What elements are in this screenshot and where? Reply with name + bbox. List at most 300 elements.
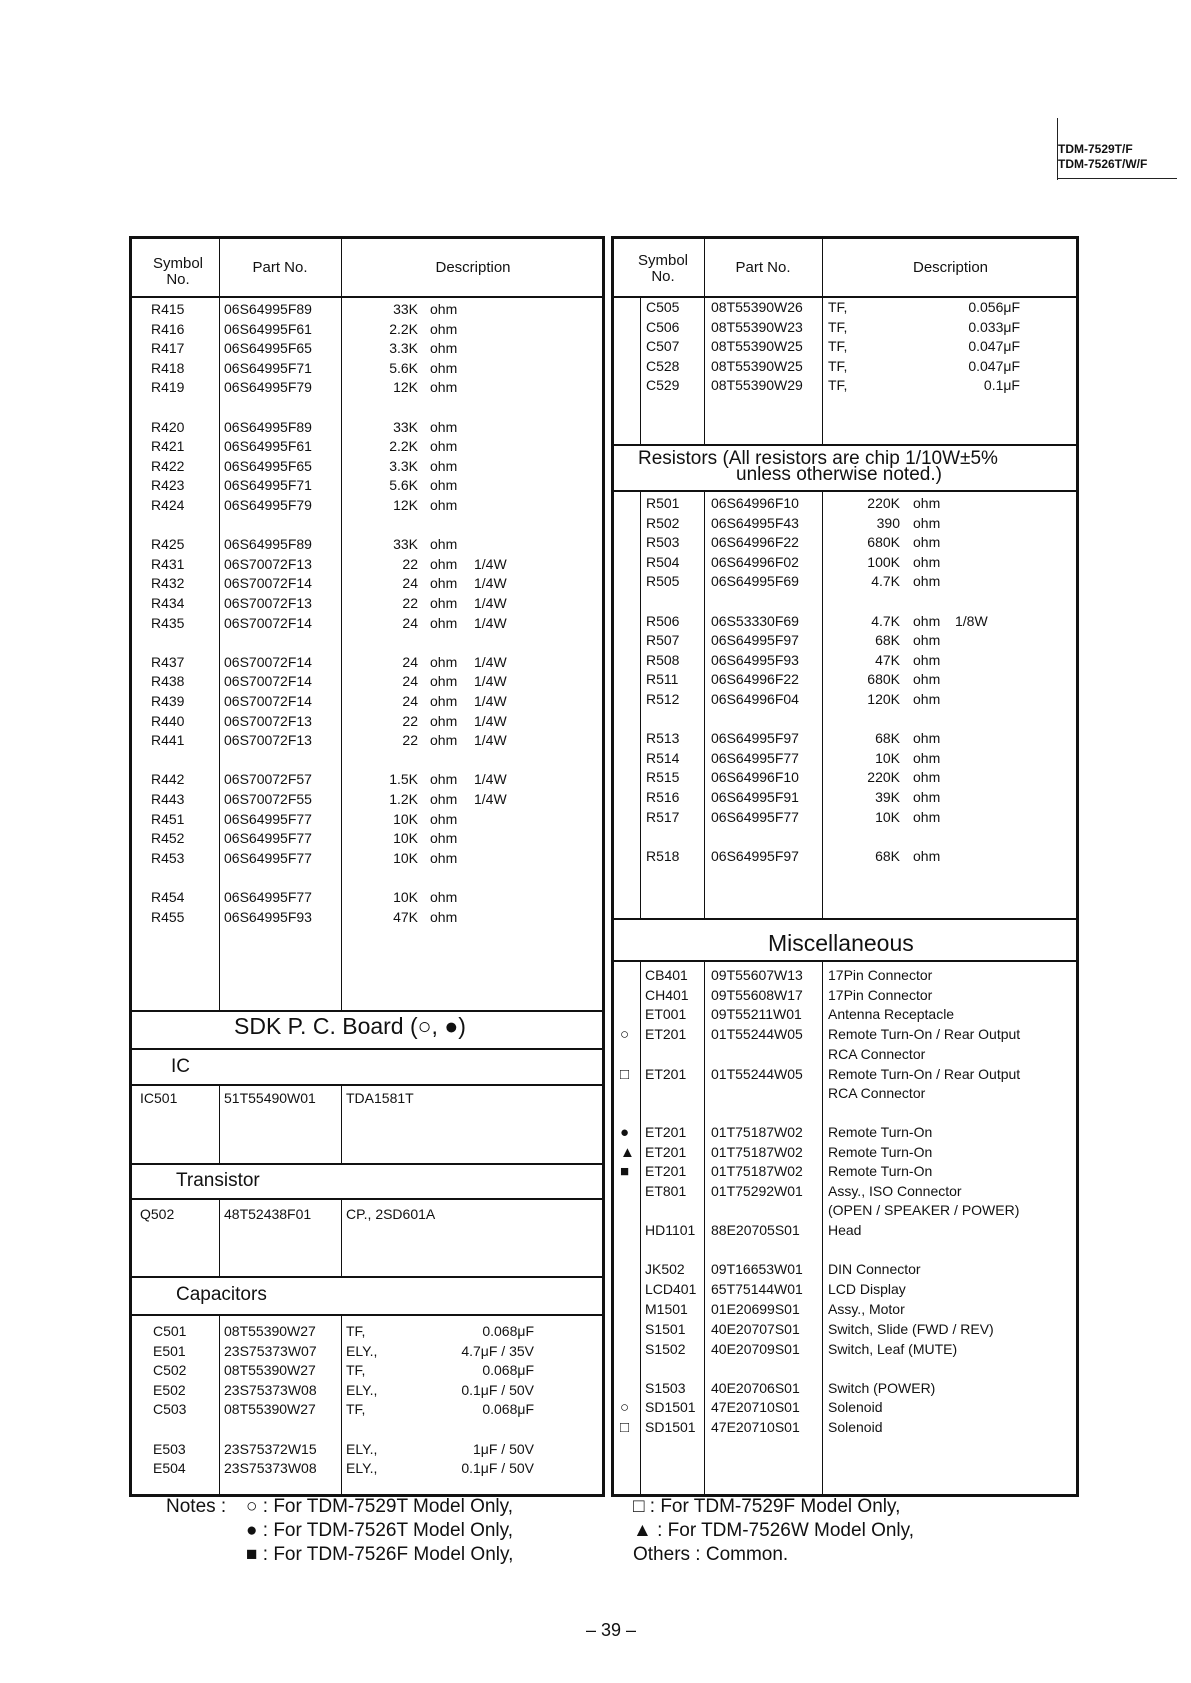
symbol-no: LCD401 (645, 1281, 697, 1297)
note-item: ● : For TDM-7526T Model Only, (246, 1520, 514, 1541)
resistance-value: 100K (867, 553, 900, 570)
column-rule (704, 492, 705, 918)
part-no: 08T55390W25 (711, 338, 803, 355)
unit: ohm (430, 497, 458, 513)
resistance-value: 22 (402, 595, 418, 611)
resistance-value: 22 (402, 712, 418, 729)
symbol-no: R420 (151, 418, 185, 435)
row-rule (129, 1048, 605, 1050)
unit: ohm (430, 340, 458, 357)
description: Assy., ISO Connector (828, 1183, 962, 1199)
part-no: 06S64995F71 (224, 359, 312, 376)
part-no: 06S70072F14 (224, 614, 312, 631)
resistance-value: 3.3K (389, 340, 418, 357)
part-no: 06S64995F77 (224, 849, 312, 866)
resistance-value: 33K (393, 301, 418, 317)
symbol-no: R517 (646, 808, 680, 825)
note-item: □ : For TDM-7529F Model Only, (633, 1496, 901, 1517)
part-no: 06S64995F77 (711, 808, 799, 825)
description: Switch (POWER) (828, 1380, 936, 1396)
unit: ohm (430, 791, 458, 807)
description: Remote Turn-On (828, 1163, 933, 1179)
resistance-value: 24 (402, 653, 418, 670)
transistor-title: Transistor (176, 1170, 260, 1191)
symbol-no: ET201 (645, 1124, 687, 1140)
part-no: 08T55390W29 (711, 377, 803, 394)
part-no: 09T16653W01 (711, 1261, 803, 1277)
unit: ohm (430, 810, 458, 827)
unit: ohm (913, 534, 941, 551)
part-no: 88E20705S01 (711, 1222, 800, 1238)
symbol-no: R431 (151, 555, 185, 572)
part-no: 06S64996F22 (711, 671, 799, 688)
symbol-no: C506 (646, 318, 680, 335)
description: (OPEN / SPEAKER / POWER) (828, 1202, 1020, 1218)
part-no: 06S64995F89 (224, 418, 312, 435)
resistance-value: 68K (875, 632, 900, 649)
symbol-no: R506 (646, 612, 680, 629)
notes-label: Notes : (166, 1496, 227, 1517)
cap-type: ELY., (346, 1460, 378, 1477)
cap-type: ELY., (346, 1342, 378, 1359)
unit: ohm (913, 651, 941, 668)
wattage: 1/4W (474, 791, 507, 807)
symbol-no: R440 (151, 712, 185, 729)
unit: ohm (913, 671, 941, 688)
header-symbol: Symbol No. (637, 252, 689, 285)
symbol-no: C528 (646, 357, 680, 374)
model-marker: ● (620, 1124, 630, 1141)
part-no: 09T55211W01 (711, 1006, 802, 1022)
column-rule (640, 492, 641, 918)
cap-value: 0.047μF (968, 338, 1020, 355)
part-no: 08T55390W23 (711, 318, 803, 335)
misc-title: Miscellaneous (768, 930, 914, 956)
unit: ohm (430, 359, 458, 376)
symbol-no: R505 (646, 573, 680, 590)
header-symbol: Symbol No. (152, 255, 204, 288)
symbol-no: ET201 (645, 1163, 687, 1179)
unit: ohm (913, 730, 941, 747)
symbol-no: C529 (646, 377, 680, 394)
column-rule (219, 1316, 220, 1495)
cap-value: 0.068μF (482, 1362, 534, 1379)
description: 17Pin Connector (828, 967, 933, 983)
part-no: 06S64995F93 (224, 908, 312, 925)
header-part-no: Part No. (252, 259, 308, 276)
cap-type: TF, (346, 1362, 366, 1379)
symbol-no: SD1501 (645, 1399, 696, 1415)
symbol-no: R423 (151, 477, 185, 494)
model-marker: ▲ (620, 1144, 635, 1161)
part-no: 01E20699S01 (711, 1301, 800, 1317)
unit: ohm (430, 889, 458, 905)
part-no: 06S64995F97 (711, 847, 799, 864)
unit: ohm (430, 908, 458, 925)
page-number: – 39 – (586, 1620, 637, 1640)
model-marker: ○ (620, 1026, 630, 1043)
resistance-value: 10K (875, 749, 900, 766)
unit: ohm (430, 712, 458, 729)
symbol-no: R452 (151, 830, 185, 847)
unit: ohm (913, 514, 941, 531)
unit: ohm (913, 612, 941, 629)
wattage: 1/8W (955, 612, 988, 629)
column-rule (341, 238, 342, 1010)
resistance-value: 22 (402, 732, 418, 749)
part-no: 06S64996F22 (711, 534, 799, 551)
part-no: 48T52438F01 (224, 1206, 312, 1222)
symbol-no: HD1101 (645, 1222, 696, 1238)
symbol-no: R502 (646, 514, 680, 531)
note-item: ■ : For TDM-7526F Model Only, (246, 1544, 514, 1565)
symbol-no: CB401 (645, 967, 688, 983)
part-no: 06S64995F89 (224, 536, 312, 553)
cap-value: 4.7μF / 35V (461, 1342, 534, 1359)
part-no: 06S64996F04 (711, 691, 799, 707)
symbol-no: R438 (151, 673, 185, 690)
resistance-value: 24 (402, 614, 418, 631)
column-rule (341, 1086, 342, 1163)
resistance-value: 10K (393, 889, 418, 905)
symbol-no: Q502 (140, 1206, 175, 1222)
symbol-no: SD1501 (645, 1419, 696, 1435)
part-no: 23S75373W07 (224, 1342, 317, 1359)
unit: ohm (430, 693, 458, 709)
symbol-no: R443 (151, 791, 185, 807)
description: Assy., Motor (828, 1301, 905, 1317)
symbol-no: C501 (153, 1323, 187, 1339)
part-no: 08T55390W27 (224, 1362, 316, 1379)
ic-title: IC (171, 1056, 190, 1077)
unit: ohm (430, 555, 458, 572)
unit: ohm (913, 495, 941, 511)
symbol-no: R417 (151, 340, 185, 357)
description: Solenoid (828, 1399, 883, 1415)
resistance-value: 220K (867, 495, 900, 511)
unit: ohm (430, 438, 458, 455)
unit: ohm (913, 769, 941, 786)
part-no: 06S64995F97 (711, 730, 799, 747)
model-line-1: TDM-7529T/F (1058, 142, 1133, 156)
row-rule (611, 918, 1079, 920)
unit: ohm (430, 732, 458, 749)
resistance-value: 4.7K (871, 573, 900, 590)
wattage: 1/4W (474, 653, 507, 670)
resistance-value: 3.3K (389, 457, 418, 474)
part-no: 06S64995F77 (224, 810, 312, 827)
symbol-no: R511 (646, 671, 679, 688)
wattage: 1/4W (474, 555, 507, 572)
resistance-value: 24 (402, 575, 418, 592)
part-no: 06S70072F14 (224, 653, 312, 670)
symbol-no: R416 (151, 320, 185, 337)
model-marker: ■ (620, 1163, 630, 1180)
symbol-no: R454 (151, 889, 185, 905)
symbol-no: R424 (151, 497, 185, 513)
symbol-no: C505 (646, 299, 680, 315)
row-rule (129, 1314, 605, 1316)
part-no: 06S64995F65 (224, 340, 312, 357)
row-rule (129, 1198, 605, 1200)
column-rule (341, 1316, 342, 1495)
part-no: 08T55390W27 (224, 1401, 316, 1418)
symbol-no: S1503 (645, 1380, 686, 1396)
symbol-no: CH401 (645, 987, 689, 1003)
column-rule (219, 238, 220, 1010)
unit: ohm (430, 457, 458, 474)
part-no: 06S64995F43 (711, 514, 799, 531)
unit: ohm (430, 849, 458, 866)
resistance-value: 10K (393, 849, 418, 866)
resistance-value: 5.6K (389, 477, 418, 494)
description: Switch, Leaf (MUTE) (828, 1341, 958, 1357)
symbol-no: C507 (646, 338, 680, 355)
wattage: 1/4W (474, 732, 507, 749)
part-no: 06S70072F13 (224, 555, 312, 572)
part-no: 06S70072F14 (224, 673, 312, 690)
symbol-no: R441 (151, 732, 185, 749)
resistance-value: 5.6K (389, 359, 418, 376)
row-rule (129, 1276, 605, 1278)
cap-value: 0.1μF (983, 377, 1020, 394)
resistance-value: 24 (402, 693, 418, 709)
symbol-no: ET201 (645, 1066, 687, 1082)
part-no: 01T75187W02 (711, 1124, 803, 1140)
part-no: 01T75187W02 (711, 1144, 803, 1160)
notes-right (633, 1495, 914, 1567)
resistance-value: 1.5K (389, 771, 418, 788)
resistance-value: 12K (393, 379, 418, 396)
unit: ohm (913, 553, 941, 570)
part-no: 51T55490W01 (224, 1090, 316, 1106)
unit: ohm (430, 771, 458, 788)
unit: ohm (913, 808, 941, 825)
symbol-no: R513 (646, 730, 680, 747)
part-no: 06S64995F93 (711, 651, 799, 668)
model-marker: □ (620, 1066, 630, 1083)
wattage: 1/4W (474, 712, 507, 729)
description: DIN Connector (828, 1261, 921, 1277)
unit: ohm (430, 575, 458, 592)
part-no: 08T55390W25 (711, 357, 803, 374)
symbol-no: E502 (153, 1381, 186, 1398)
cap-value: 0.033μF (968, 318, 1020, 335)
resistance-value: 220K (867, 769, 900, 786)
column-rule (822, 962, 823, 1495)
unit: ohm (430, 536, 458, 553)
description: Antenna Receptacle (828, 1006, 955, 1022)
part-no: 23S75373W08 (224, 1381, 317, 1398)
part-no: 23S75373W08 (224, 1460, 317, 1477)
part-no: 09T55608W17 (711, 987, 803, 1003)
symbol-no: M1501 (645, 1301, 688, 1317)
column-rule (640, 296, 641, 444)
symbol-no: R515 (646, 769, 680, 786)
resistance-value: 33K (393, 418, 418, 435)
part-no: 09T55607W13 (711, 967, 803, 983)
part-no: 40E20709S01 (711, 1341, 800, 1357)
symbol-no: R455 (151, 908, 185, 925)
symbol-no: R415 (151, 301, 185, 317)
part-no: 08T55390W27 (224, 1323, 316, 1339)
symbol-no: E504 (153, 1460, 186, 1477)
symbol-no: S1501 (645, 1321, 686, 1337)
wattage: 1/4W (474, 771, 507, 788)
part-no: 06S64995F69 (711, 573, 799, 590)
part-no: 06S64995F77 (224, 889, 312, 905)
resistance-value: 68K (875, 847, 900, 864)
symbol-no: C502 (153, 1362, 187, 1379)
part-no: 01T75187W02 (711, 1163, 803, 1179)
unit: ohm (430, 320, 458, 337)
unit: ohm (430, 418, 458, 435)
unit: ohm (430, 830, 458, 847)
wattage: 1/4W (474, 614, 507, 631)
part-no: 06S64995F71 (224, 477, 312, 494)
header-baseline (1057, 178, 1177, 179)
cap-value: 0.1μF / 50V (461, 1460, 534, 1477)
resistance-value: 47K (393, 908, 418, 925)
part-no: 06S53330F69 (711, 612, 799, 629)
header-description: Description (435, 259, 511, 276)
cap-type: TF, (346, 1401, 366, 1418)
resistance-value: 120K (867, 691, 900, 707)
resistance-value: 10K (875, 808, 900, 825)
symbol-no: R435 (151, 614, 185, 631)
symbol-no: R421 (151, 438, 185, 455)
description: TDA1581T (346, 1090, 414, 1106)
symbol-no: R425 (151, 536, 185, 553)
description: RCA Connector (828, 1046, 926, 1062)
symbol-no: R419 (151, 379, 185, 396)
column-rule (219, 1200, 220, 1276)
resistance-value: 33K (393, 536, 418, 553)
part-no: 01T55244W05 (711, 1026, 803, 1042)
part-no: 06S64996F10 (711, 495, 799, 511)
symbol-no: R453 (151, 849, 185, 866)
cap-type: TF, (828, 318, 848, 335)
resistance-value: 4.7K (871, 612, 900, 629)
symbol-no: ET801 (645, 1183, 687, 1199)
part-no: 06S70072F13 (224, 732, 312, 749)
part-no: 47E20710S01 (711, 1399, 800, 1415)
cap-value: 0.047μF (968, 357, 1020, 374)
symbol-no: R432 (151, 575, 185, 592)
symbol-no: R514 (646, 749, 680, 766)
resistors-title-2: unless otherwise noted.) (736, 464, 942, 485)
model-marker: □ (620, 1419, 630, 1436)
header-part-no: Part No. (735, 259, 791, 276)
cap-type: TF, (346, 1323, 366, 1339)
part-no: 06S70072F14 (224, 575, 312, 592)
description: RCA Connector (828, 1085, 926, 1101)
row-rule (611, 444, 1079, 446)
symbol-no: R437 (151, 653, 185, 670)
resistance-value: 2.2K (389, 438, 418, 455)
symbol-no: R503 (646, 534, 680, 551)
unit: ohm (913, 691, 941, 707)
cap-type: ELY., (346, 1440, 378, 1457)
symbol-no: C503 (153, 1401, 187, 1418)
symbol-no: S1502 (645, 1341, 686, 1357)
unit: ohm (430, 673, 458, 690)
wattage: 1/4W (474, 595, 507, 611)
symbol-no: R508 (646, 651, 680, 668)
part-no: 06S70072F14 (224, 693, 312, 709)
part-no: 06S64995F89 (224, 301, 312, 317)
unit: ohm (913, 847, 941, 864)
symbol-no: E501 (153, 1342, 186, 1359)
column-rule (219, 1086, 220, 1163)
symbol-no: E503 (153, 1440, 186, 1457)
part-no: 23S75372W15 (224, 1440, 317, 1457)
cap-value: 0.1μF / 50V (461, 1381, 534, 1398)
description: Remote Turn-On / Rear Output (828, 1066, 1021, 1082)
unit: ohm (913, 789, 941, 805)
part-no: 06S64996F10 (711, 769, 799, 786)
note-item: Others : Common. (633, 1544, 789, 1565)
part-no: 47E20710S01 (711, 1419, 800, 1435)
symbol-no: ET201 (645, 1026, 687, 1042)
row-rule (611, 490, 1079, 492)
cap-value: 0.068μF (482, 1401, 534, 1418)
resistors-title-1: Resistors (All resistors are chip 1/10W±5% (638, 448, 998, 469)
column-rule (640, 962, 641, 1495)
note-item: ○ : For TDM-7529T Model Only, (246, 1496, 514, 1517)
part-no: 06S64995F79 (224, 497, 312, 513)
part-no: 65T75144W01 (711, 1281, 803, 1297)
symbol-no: R518 (646, 847, 680, 864)
symbol-no: R512 (646, 691, 680, 707)
row-rule (129, 296, 605, 298)
row-rule (129, 1010, 605, 1012)
symbol-no: R516 (646, 789, 680, 805)
part-no: 06S70072F55 (224, 791, 312, 807)
cap-type: TF, (828, 357, 848, 374)
cap-type: TF, (828, 299, 848, 315)
symbol-no: R422 (151, 457, 185, 474)
symbol-no: ET001 (645, 1006, 687, 1022)
cap-type: TF, (828, 377, 848, 394)
row-rule (611, 960, 1079, 962)
symbol-no: R418 (151, 359, 185, 376)
part-no: 40E20707S01 (711, 1321, 800, 1337)
resistance-value: 39K (875, 789, 900, 805)
model-line-2: TDM-7526T/W/F (1058, 157, 1148, 171)
part-no: 06S64995F77 (224, 830, 312, 847)
part-no: 40E20706S01 (711, 1380, 800, 1396)
part-no: 06S64995F61 (224, 320, 312, 337)
resistance-value: 68K (875, 730, 900, 747)
symbol-no: IC501 (140, 1090, 178, 1106)
wattage: 1/4W (474, 693, 507, 709)
notes-left (246, 1495, 513, 1567)
description: Remote Turn-On (828, 1144, 933, 1160)
part-no: 01T55244W05 (711, 1066, 803, 1082)
part-no: 01T75292W01 (711, 1183, 803, 1199)
resistance-value: 47K (875, 651, 900, 668)
model-numbers (1058, 142, 1147, 172)
description: Remote Turn-On (828, 1124, 933, 1140)
unit: ohm (913, 632, 941, 649)
unit: ohm (913, 749, 941, 766)
resistance-value: 1.2K (389, 791, 418, 807)
cap-value: 0.068μF (482, 1323, 534, 1339)
unit: ohm (430, 301, 458, 317)
resistance-value: 680K (867, 534, 900, 551)
symbol-no: ET201 (645, 1144, 687, 1160)
